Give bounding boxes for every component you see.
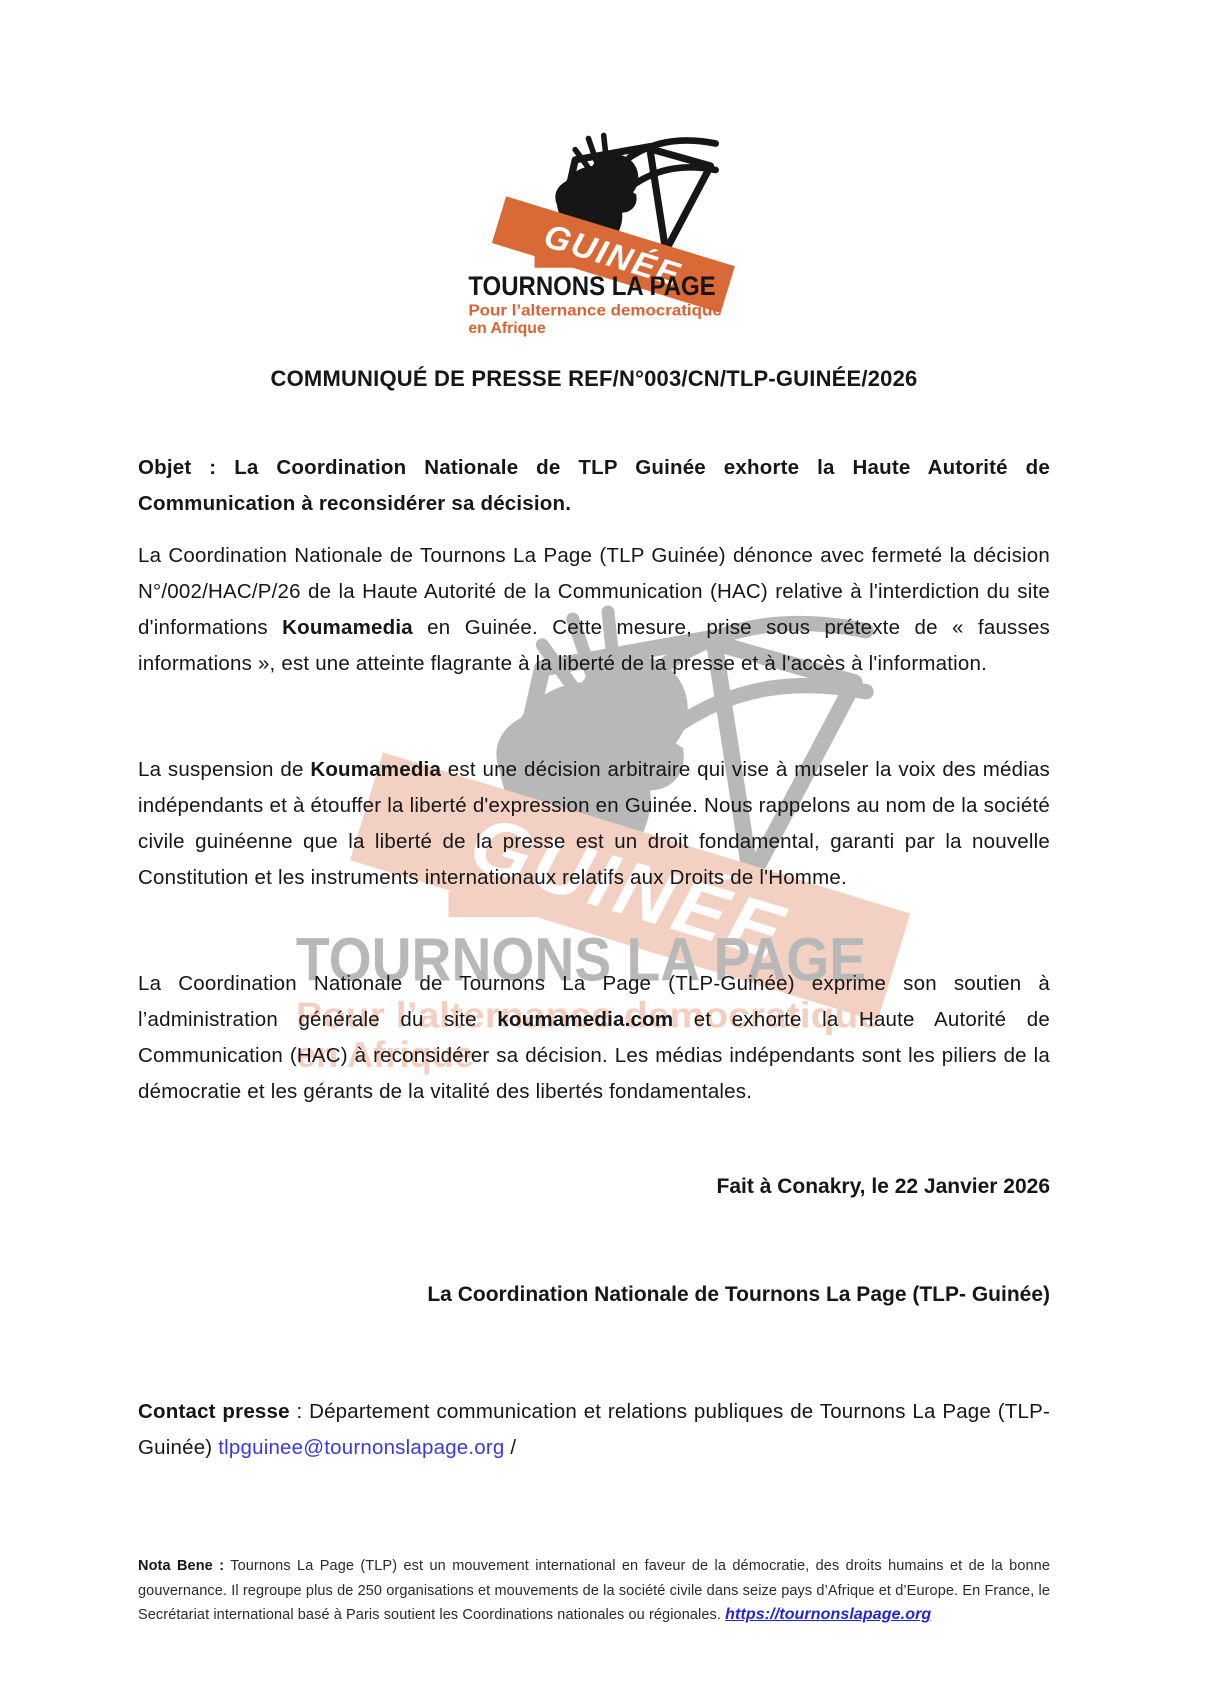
body-paragraph-2: La suspension de Koumamedia est une décision arbitraire qui vise à museler la voix des médias indépendants et à étouffer la liberté d'expression en Guinée. Nous rappelons au nom de la société civile guinéenne que la liberté de la presse est un droit fondamental, garanti par la nouvelle Constitution et les instruments internationaux relatifs aux Droits de l'Homme. [138, 758, 1050, 889]
dateline: Fait à Conakry, le 22 Janvier 2026 [716, 1175, 1050, 1198]
signature-line: La Coordination Nationale de Tournons La Page (TLP- Guinée) [427, 1283, 1050, 1306]
press-contact-text: : Département communication et relations publiques de Tournons La Page (TLP-Guinée) [138, 1400, 1050, 1459]
nota-bene-label: Nota Bene : [138, 1558, 225, 1574]
organization-logo [452, 112, 788, 341]
body-paragraph-3: La Coordination Nationale de Tournons La Page (TLP-Guinée) exprime son soutien à l’administration générale du site koumamedia.com et exhorte la Haute Autorité de Communication (HAC) à reconsidérer sa décision. Les médias indépendants sont les piliers de la démocratie et les gérants de la vitalité des libertés fondamentales. [138, 972, 1051, 1103]
body-paragraph-1: La Coordination Nationale de Tournons La Page (TLP Guinée) dénonce avec fermeté la décision N°/002/HAC/P/26 de la Haute Autorité de la Communication (HAC) relative à l'interdiction du site d'informations Koumamedia en Guinée. Cette mesure, prise sous prétexte de « fausses informations », est une atteinte flagrante à la liberté de la presse et à l'accès à l'information. [138, 544, 1051, 675]
document-title: COMMUNIQUÉ DE PRESSE REF/N°003/CN/TLP-GUINÉE/2026 [270, 366, 918, 391]
footer-website-link[interactable]: https://tournonslapage.org [725, 1606, 932, 1623]
subject-line: Objet : La Coordination Nationale de TLP Guinée exhorte la Haute Autorité de Communication à reconsidérer sa décision. [138, 456, 1050, 515]
nota-bene-text: Tournons La Page (TLP) est un mouvement international en faveur de la démocratie, des droits humains et de la bonne gouvernance. Il regroupe plus de 250 organisations et mouvements de la société civile dans seize pays d’Afrique et d’Europe. En France, le Secrétariat international basé à Paris soutient les Coordinations nationales ou régionales. [138, 1558, 1050, 1623]
press-contact-suffix: / [504, 1436, 517, 1459]
press-contact-email-link[interactable]: tlpguinee@tournonslapage.org [218, 1436, 505, 1459]
nota-bene-footer [138, 1554, 1050, 1628]
press-contact-label: Contact presse [138, 1400, 290, 1423]
press-contact [138, 1394, 1050, 1466]
